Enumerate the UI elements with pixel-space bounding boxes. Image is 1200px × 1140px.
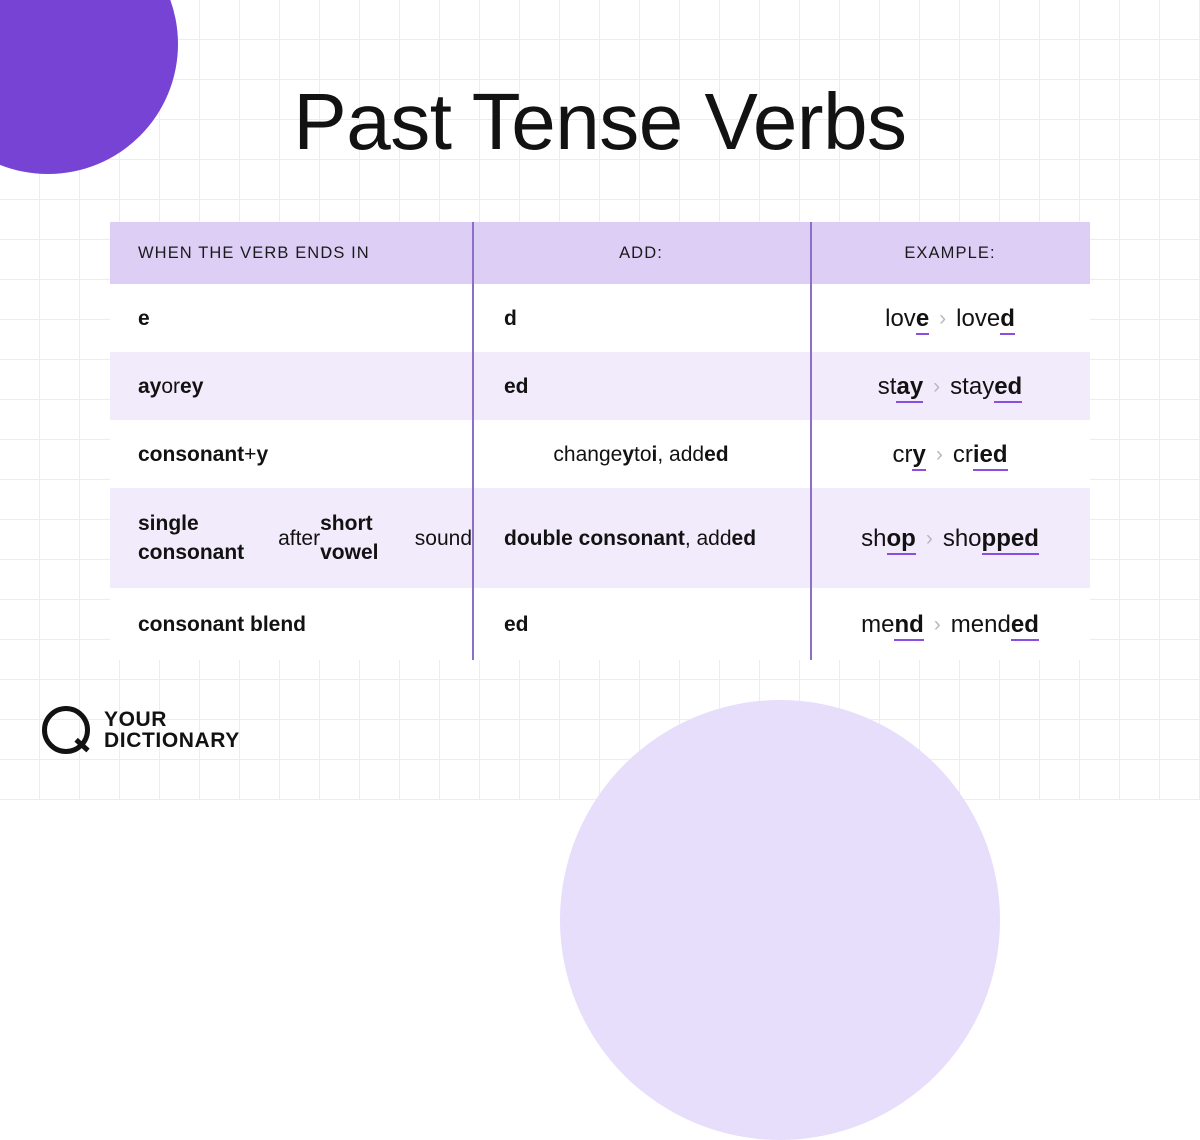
rule-condition: ay or ey [138,374,204,398]
example-result: stayed [950,372,1022,401]
rule-condition: e [138,306,150,330]
rule-example [810,488,1090,588]
table-row [110,488,1090,588]
page-title: Past Tense Verbs [293,77,907,166]
example-result: loved [956,304,1015,333]
decorative-circle-bottom-right [560,700,1000,1140]
example-base: mend [861,610,924,639]
rule-action: ed [504,374,529,398]
table-row [110,284,1090,352]
table-row [110,588,1090,660]
yourdictionary-logo [42,706,240,754]
table-row [110,420,1090,488]
rule-action: change y to i , add ed [553,442,729,466]
header-when-verb-ends-in: WHEN THE VERB ENDS IN [138,243,370,262]
chevron-right-icon: › [933,612,941,636]
rule-example [810,588,1090,660]
example-result: shopped [943,524,1039,553]
rule-example [810,420,1090,488]
example-base: shop [861,524,916,553]
chevron-right-icon: › [939,306,947,330]
example-base: stay [878,372,923,401]
rule-example [810,352,1090,420]
rule-condition: consonant blend [138,612,306,636]
header-add: ADD: [619,243,663,262]
example-result: cried [953,440,1008,469]
q-ring-icon [42,706,90,754]
rule-condition: consonant + y [138,442,269,466]
column-divider-2 [810,222,812,660]
logo-line-2: DICTIONARY [104,729,240,752]
chevron-right-icon: › [933,374,941,398]
rule-action: ed [504,612,529,636]
rule-action: double consonant , add ed [504,526,757,550]
example-base: love [885,304,929,333]
header-example: EXAMPLE: [904,243,996,262]
chevron-right-icon: › [925,526,933,550]
example-base: cry [892,440,925,469]
past-tense-rules-table [110,222,1090,660]
rule-condition: single consonant after short vowel sound [138,512,472,564]
column-divider-1 [472,222,474,660]
table-row [110,352,1090,420]
table-header-row [110,222,1090,284]
rule-action: d [504,306,517,330]
example-result: mended [951,610,1039,639]
logo-line-1: YOUR [104,707,168,731]
rule-example [810,284,1090,352]
chevron-right-icon: › [935,442,943,466]
